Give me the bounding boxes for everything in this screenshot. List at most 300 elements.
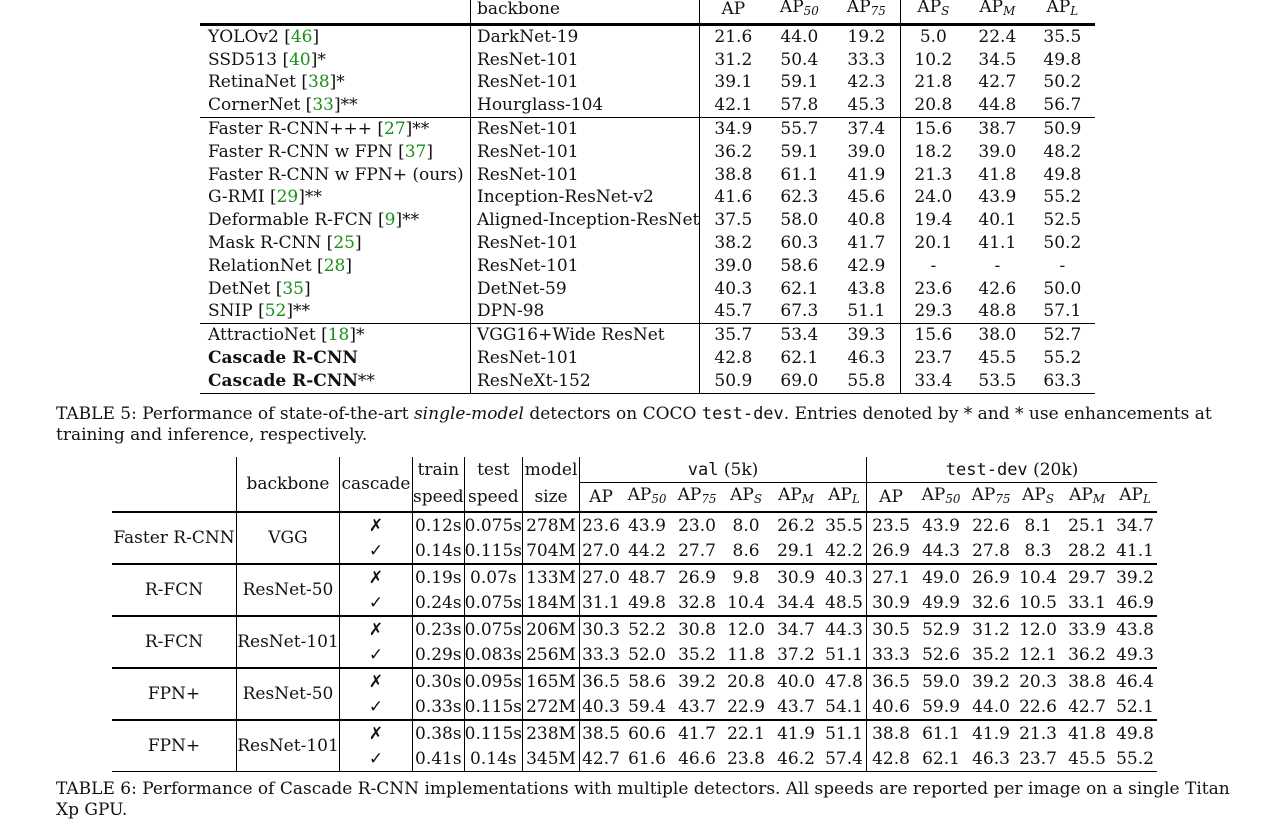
- aps-cell: 29.3: [901, 300, 966, 323]
- table-row: [200, 370, 1095, 393]
- cascade-mark: ✗: [340, 616, 413, 642]
- testdev-metric-cell: 52.6: [922, 644, 960, 665]
- detector-cell: R-FCN: [112, 616, 237, 668]
- ap-cell: 21.6: [700, 24, 767, 48]
- val-metric-cell: 39.2: [672, 668, 722, 694]
- col-header-ap: AP: [700, 0, 767, 24]
- col-header-apl: $AP_L$: [1029, 0, 1095, 24]
- apm-cell: 48.8: [978, 301, 1017, 322]
- testdev-metric-cell: 22.6: [1019, 696, 1057, 717]
- testdev-metric-cell: 10.4: [1015, 564, 1061, 590]
- method-name-cell: AttractioNet [18]*: [200, 324, 471, 347]
- table-row: [200, 232, 1095, 255]
- val-metric-cell: 30.8: [672, 616, 722, 642]
- method-name-cell: G-RMI [29]**: [208, 187, 322, 208]
- citation-link[interactable]: 33: [312, 95, 334, 116]
- test-speed-cell: 0.115s: [464, 694, 522, 720]
- ap50-cell: 62.3: [780, 187, 819, 208]
- ap-cell: 38.8: [700, 164, 767, 187]
- testdev-metric-cell: 34.7: [1113, 512, 1157, 538]
- table-6: [112, 457, 1157, 772]
- detector-cell: Faster R-CNN: [112, 512, 237, 564]
- col-header-val: val (5k): [580, 457, 867, 483]
- val-metric-cell: 40.0: [770, 668, 822, 694]
- ap-cell: 40.3: [700, 278, 767, 301]
- col-header-backbone: backbone: [237, 457, 340, 512]
- apl-cell: 50.2: [1043, 232, 1082, 253]
- col-header-model-size: size: [523, 483, 580, 513]
- val-metric-cell: 49.8: [628, 592, 666, 613]
- backbone-cell: ResNet-101: [237, 616, 340, 668]
- train-speed-cell: 0.19s: [413, 564, 465, 590]
- apl-cell: 63.3: [1029, 370, 1095, 393]
- ap75-cell: 41.9: [847, 164, 886, 185]
- cascade-mark: ✗: [340, 720, 413, 746]
- backbone-cell: ResNet-101: [471, 141, 700, 164]
- table-row: [200, 255, 1095, 278]
- val-metric-cell: 43.7: [678, 696, 716, 717]
- ap75-cell: 43.8: [847, 278, 886, 299]
- aps-cell: 5.0: [901, 24, 966, 48]
- testdev-metric-cell: 38.8: [867, 720, 916, 746]
- col-header-val-apl: $AP_L$: [828, 485, 860, 506]
- col-header-train: train: [413, 457, 465, 483]
- cascade-mark: ✓: [340, 590, 413, 616]
- col-header-td-apm: $AP_M$: [1069, 485, 1105, 506]
- citation-link[interactable]: 18: [327, 325, 350, 346]
- detector-cell: FPN+: [112, 720, 237, 772]
- table6-caption: TABLE 6: Performance of Cascade R-CNN implementations with multiple detectors. All speeds are reported per image on a single Titan Xp GPU.: [56, 779, 1230, 820]
- col-header-val-ap: AP: [580, 483, 623, 513]
- ap-cell: 39.1: [700, 71, 767, 94]
- testdev-metric-cell: 21.3: [1015, 720, 1061, 746]
- table6-body: [112, 512, 1157, 772]
- ap50-cell: 58.6: [780, 255, 819, 276]
- col-header-cascade: cascade: [340, 457, 413, 512]
- col-header-val-aps: $AP_S$: [730, 485, 762, 506]
- testdev-metric-cell: 41.8: [1061, 720, 1113, 746]
- aps-cell: -: [901, 255, 966, 278]
- ap75-cell: 42.3: [847, 72, 886, 93]
- col-header-td-ap75: $AP_{75}$: [971, 485, 1011, 506]
- ap75-cell: 45.6: [847, 187, 886, 208]
- model-size-cell: 256M: [523, 642, 580, 668]
- ap75-cell: 19.2: [847, 26, 886, 47]
- val-metric-cell: 59.4: [628, 696, 666, 717]
- backbone-cell: DetNet-59: [471, 278, 700, 301]
- apm-cell: 41.8: [978, 164, 1017, 185]
- val-metric-cell: 8.0: [722, 512, 770, 538]
- val-metric-cell: 61.6: [622, 746, 672, 772]
- apm-cell: -: [994, 255, 1001, 276]
- val-metric-cell: 30.9: [770, 564, 822, 590]
- testdev-metric-cell: 36.2: [1068, 644, 1106, 665]
- ap-cell: 38.2: [700, 232, 767, 255]
- apm-cell: 34.5: [978, 49, 1017, 70]
- val-metric-cell: 23.8: [722, 746, 770, 772]
- val-metric-cell: 41.7: [672, 720, 722, 746]
- table-row: [200, 71, 1095, 94]
- citation-link[interactable]: 29: [276, 187, 299, 208]
- citation-link[interactable]: 35: [282, 278, 304, 299]
- table-row: [200, 324, 1095, 347]
- ap75-cell: 39.3: [832, 324, 901, 347]
- testdev-metric-cell: 32.6: [972, 592, 1010, 613]
- train-speed-cell: 0.12s: [413, 512, 465, 538]
- col-header-aps: $AP_S$: [901, 0, 966, 24]
- testdev-metric-cell: 26.9: [967, 564, 1015, 590]
- method-name-cell: SNIP [52]**: [208, 301, 310, 322]
- ap-cell: 41.6: [700, 186, 767, 209]
- col-header-train-speed: speed: [413, 483, 465, 513]
- testdev-metric-cell: 49.9: [922, 592, 960, 613]
- val-metric-cell: 44.3: [822, 616, 867, 642]
- val-metric-cell: 51.1: [825, 644, 863, 665]
- test-speed-cell: 0.095s: [464, 668, 522, 694]
- apm-cell: 39.0: [978, 141, 1017, 162]
- ap50-cell: 60.3: [780, 232, 819, 253]
- train-speed-cell: 0.41s: [413, 746, 465, 772]
- ap50-cell: 62.1: [780, 347, 819, 368]
- apm-cell: 42.6: [978, 278, 1017, 299]
- apl-cell: 49.8: [1043, 49, 1082, 70]
- train-speed-cell: 0.30s: [413, 668, 465, 694]
- train-speed-cell: 0.33s: [413, 694, 465, 720]
- apm-cell: 43.9: [978, 187, 1017, 208]
- table-row: [200, 141, 1095, 164]
- ap-cell: 37.5: [700, 209, 767, 232]
- table-row: [200, 300, 1095, 323]
- apl-cell: 50.0: [1043, 278, 1082, 299]
- backbone-cell: ResNet-50: [237, 668, 340, 720]
- apm-cell: 22.4: [978, 26, 1017, 47]
- val-metric-cell: 35.2: [678, 644, 716, 665]
- table-row: [200, 186, 1095, 209]
- apl-cell: 35.5: [1043, 26, 1082, 47]
- testdev-metric-cell: 41.9: [967, 720, 1015, 746]
- cascade-mark: ✓: [340, 746, 413, 772]
- aps-cell: 15.6: [901, 324, 966, 347]
- citation-link[interactable]: 9: [384, 210, 396, 231]
- testdev-metric-cell: 10.5: [1019, 592, 1057, 613]
- apl-cell: 52.7: [1029, 324, 1095, 347]
- ap75-cell: 33.3: [847, 49, 886, 70]
- testdev-metric-cell: 30.9: [867, 590, 916, 616]
- test-speed-cell: 0.14s: [464, 746, 522, 772]
- ap50-cell: 59.1: [780, 141, 819, 162]
- val-metric-cell: 34.4: [777, 592, 815, 613]
- table5-header-row: [200, 0, 1095, 24]
- detector-cell: FPN+: [112, 668, 237, 720]
- ap50-cell: 58.0: [780, 210, 819, 231]
- backbone-cell: VGG16+Wide ResNet: [471, 324, 700, 347]
- method-name-cell: SSD513 [40]*: [208, 49, 326, 70]
- col-header-ap50: $AP_{50}$: [766, 0, 832, 24]
- val-metric-cell: 47.8: [822, 668, 867, 694]
- aps-cell: 15.6: [901, 117, 966, 140]
- val-metric-cell: 27.7: [678, 540, 716, 561]
- table-row: [112, 616, 1157, 642]
- val-metric-cell: 30.3: [580, 616, 623, 642]
- testdev-metric-cell: 33.9: [1061, 616, 1113, 642]
- col-header-val-ap75: $AP_{75}$: [677, 485, 717, 506]
- method-name-cell: DetNet [35]: [208, 278, 311, 299]
- val-metric-cell: 29.1: [777, 540, 815, 561]
- ap-cell: 31.2: [700, 49, 767, 72]
- detector-cell: R-FCN: [112, 564, 237, 616]
- testdev-metric-cell: 44.0: [972, 696, 1010, 717]
- val-metric-cell: 27.0: [580, 564, 623, 590]
- testdev-metric-cell: 49.8: [1113, 720, 1157, 746]
- testdev-metric-cell: 23.5: [867, 512, 916, 538]
- testdev-metric-cell: 52.9: [915, 616, 967, 642]
- val-metric-cell: 46.6: [672, 746, 722, 772]
- model-size-cell: 184M: [523, 590, 580, 616]
- testdev-metric-cell: 12.1: [1019, 644, 1057, 665]
- testdev-metric-cell: 52.1: [1116, 696, 1154, 717]
- testdev-metric-cell: 55.2: [1113, 746, 1157, 772]
- col-header-test-speed: speed: [464, 483, 522, 513]
- testdev-metric-cell: 20.3: [1015, 668, 1061, 694]
- cascade-mark: ✓: [340, 538, 413, 564]
- citation-link[interactable]: 46: [290, 26, 313, 47]
- train-speed-cell: 0.38s: [413, 720, 465, 746]
- col-header-ap75: $AP_{75}$: [832, 0, 901, 24]
- val-metric-cell: 42.7: [580, 746, 623, 772]
- table-row: [200, 347, 1095, 370]
- ap-cell: 35.7: [700, 324, 767, 347]
- table5-body: [200, 24, 1095, 393]
- citation-link[interactable]: 52: [264, 301, 287, 322]
- method-name-cell: Faster R-CNN+++ [27]**: [200, 117, 471, 140]
- backbone-cell: ResNeXt-152: [471, 370, 700, 393]
- method-name-cell: Cascade R-CNN: [208, 347, 358, 368]
- ap50-cell: 69.0: [766, 370, 832, 393]
- val-metric-cell: 48.5: [825, 592, 863, 613]
- ap75-cell: 51.1: [847, 301, 886, 322]
- testdev-metric-cell: 8.1: [1015, 512, 1061, 538]
- citation-link[interactable]: 40: [289, 49, 311, 70]
- val-metric-cell: 32.8: [678, 592, 716, 613]
- ap50-cell: 44.0: [780, 26, 819, 47]
- model-size-cell: 704M: [523, 538, 580, 564]
- testdev-metric-cell: 41.1: [1116, 540, 1154, 561]
- apl-cell: 56.7: [1043, 95, 1082, 116]
- col-header-td-ap50: $AP_{50}$: [921, 485, 961, 506]
- testdev-metric-cell: 43.8: [1113, 616, 1157, 642]
- testdev-metric-cell: 8.3: [1024, 540, 1052, 561]
- apm-cell: 38.7: [965, 117, 1029, 140]
- table-row: [200, 49, 1095, 72]
- val-metric-cell: 41.9: [770, 720, 822, 746]
- table6-header-row-1: [112, 457, 1157, 483]
- testdev-metric-cell: 59.0: [915, 668, 967, 694]
- testdev-metric-cell: 31.2: [967, 616, 1015, 642]
- val-metric-cell: 23.6: [580, 512, 623, 538]
- testdev-metric-cell: 29.7: [1061, 564, 1113, 590]
- table-row: [200, 24, 1095, 48]
- testdev-metric-cell: 43.9: [915, 512, 967, 538]
- method-name-cell: Cascade R-CNN**: [200, 370, 471, 393]
- test-speed-cell: 0.115s: [464, 720, 522, 746]
- val-metric-cell: 36.5: [580, 668, 623, 694]
- val-metric-cell: 11.8: [727, 644, 765, 665]
- col-header-backbone: backbone: [471, 0, 700, 24]
- ap75-cell: 37.4: [832, 117, 901, 140]
- testdev-metric-cell: 42.8: [867, 746, 916, 772]
- method-name-cell: Faster R-CNN w FPN+ (ours): [208, 164, 464, 185]
- val-metric-cell: 43.9: [622, 512, 672, 538]
- val-metric-cell: 52.2: [622, 616, 672, 642]
- aps-cell: 19.4: [901, 209, 966, 232]
- col-header-td-ap: AP: [867, 483, 916, 513]
- test-speed-cell: 0.07s: [464, 564, 522, 590]
- val-metric-cell: 44.2: [628, 540, 666, 561]
- apl-cell: 49.8: [1043, 164, 1082, 185]
- val-metric-cell: 8.6: [732, 540, 760, 561]
- cascade-mark: ✗: [340, 564, 413, 590]
- val-metric-cell: 40.3: [580, 694, 623, 720]
- ap-cell: 34.9: [700, 117, 767, 140]
- apm-cell: 42.7: [978, 72, 1017, 93]
- ap50-cell: 61.1: [780, 164, 819, 185]
- testdev-metric-cell: 49.0: [915, 564, 967, 590]
- backbone-cell: ResNet-101: [471, 49, 700, 72]
- testdev-metric-cell: 33.1: [1068, 592, 1106, 613]
- table-5: [200, 0, 1095, 394]
- ap50-cell: 59.1: [780, 72, 819, 93]
- val-metric-cell: 40.3: [822, 564, 867, 590]
- model-size-cell: 206M: [523, 616, 580, 642]
- table-row: [200, 164, 1095, 187]
- backbone-cell: Aligned-Inception-ResNet: [471, 209, 700, 232]
- val-metric-cell: 42.2: [825, 540, 863, 561]
- val-metric-cell: 52.0: [628, 644, 666, 665]
- testdev-metric-cell: 26.9: [867, 538, 916, 564]
- apl-cell: 52.5: [1043, 210, 1082, 231]
- method-name-cell: CornerNet [33]**: [208, 95, 358, 116]
- val-metric-cell: 60.6: [622, 720, 672, 746]
- ap-cell: 42.1: [700, 94, 767, 117]
- val-metric-cell: 9.8: [722, 564, 770, 590]
- apm-cell: 53.5: [965, 370, 1029, 393]
- test-speed-cell: 0.075s: [464, 616, 522, 642]
- apl-cell: 48.2: [1043, 141, 1082, 162]
- table-row: [200, 278, 1095, 301]
- ap50-cell: 62.1: [780, 278, 819, 299]
- backbone-cell: ResNet-50: [237, 564, 340, 616]
- aps-cell: 20.1: [901, 232, 966, 255]
- apl-cell: -: [1059, 255, 1066, 276]
- backbone-cell: ResNet-101: [471, 117, 700, 140]
- backbone-cell: ResNet-101: [471, 255, 700, 278]
- train-speed-cell: 0.14s: [413, 538, 465, 564]
- ap-cell: 50.9: [700, 370, 767, 393]
- test-speed-cell: 0.115s: [464, 538, 522, 564]
- backbone-cell: Inception-ResNet-v2: [471, 186, 700, 209]
- val-metric-cell: 48.7: [622, 564, 672, 590]
- col-header-testdev: test-dev (20k): [867, 457, 1158, 483]
- test-speed-cell: 0.075s: [464, 590, 522, 616]
- ap50-cell: 57.8: [780, 95, 819, 116]
- citation-link[interactable]: 37: [404, 141, 427, 162]
- testdev-metric-cell: 28.2: [1068, 540, 1106, 561]
- apm-cell: 38.0: [965, 324, 1029, 347]
- val-metric-cell: 38.5: [580, 720, 623, 746]
- model-size-cell: 345M: [523, 746, 580, 772]
- backbone-cell: ResNet-101: [237, 720, 340, 772]
- model-size-cell: 165M: [523, 668, 580, 694]
- model-size-cell: 272M: [523, 694, 580, 720]
- val-metric-cell: 20.8: [722, 668, 770, 694]
- backbone-cell: ResNet-101: [471, 347, 700, 370]
- testdev-metric-cell: 39.2: [967, 668, 1015, 694]
- backbone-cell: ResNet-101: [471, 232, 700, 255]
- table-row: [200, 94, 1095, 117]
- testdev-metric-cell: 46.3: [967, 746, 1015, 772]
- train-speed-cell: 0.23s: [413, 616, 465, 642]
- cascade-mark: ✓: [340, 694, 413, 720]
- table-row: [112, 720, 1157, 746]
- citation-link[interactable]: 38: [308, 72, 330, 93]
- ap75-cell: 41.7: [847, 232, 886, 253]
- ap75-cell: 55.8: [832, 370, 901, 393]
- ap75-cell: 45.3: [847, 95, 886, 116]
- val-metric-cell: 43.7: [777, 696, 815, 717]
- apm-cell: 40.1: [978, 210, 1017, 231]
- backbone-cell: ResNet-101: [471, 164, 700, 187]
- backbone-cell: Hourglass-104: [471, 94, 700, 117]
- ap75-cell: 39.0: [847, 141, 886, 162]
- col-header-detector: [112, 457, 237, 512]
- citation-link[interactable]: 28: [323, 255, 346, 276]
- test-speed-cell: 0.075s: [464, 512, 522, 538]
- backbone-cell: DarkNet-19: [471, 24, 700, 48]
- aps-cell: 18.2: [901, 141, 966, 164]
- val-metric-cell: 37.2: [777, 644, 815, 665]
- val-metric-cell: 23.0: [672, 512, 722, 538]
- testdev-metric-cell: 39.2: [1113, 564, 1157, 590]
- cascade-mark: ✗: [340, 668, 413, 694]
- testdev-metric-cell: 46.4: [1113, 668, 1157, 694]
- val-metric-cell: 51.1: [822, 720, 867, 746]
- val-metric-cell: 27.0: [580, 538, 623, 564]
- backbone-cell: DPN-98: [471, 300, 700, 323]
- method-name-cell: Deformable R-FCN [9]**: [208, 210, 420, 231]
- ap75-cell: 46.3: [847, 347, 886, 368]
- ap75-cell: 42.9: [847, 255, 886, 276]
- val-metric-cell: 10.4: [727, 592, 765, 613]
- aps-cell: 23.6: [901, 278, 966, 301]
- testdev-metric-cell: 12.0: [1015, 616, 1061, 642]
- testdev-metric-cell: 61.1: [915, 720, 967, 746]
- col-header-apm: $AP_M$: [965, 0, 1029, 24]
- table-row: [200, 117, 1095, 140]
- testdev-metric-cell: 27.1: [867, 564, 916, 590]
- aps-cell: 20.8: [901, 94, 966, 117]
- table-row: [200, 209, 1095, 232]
- citation-link[interactable]: 27: [384, 118, 406, 139]
- val-metric-cell: 34.7: [770, 616, 822, 642]
- citation-link[interactable]: 25: [333, 232, 355, 253]
- aps-cell: 24.0: [901, 186, 966, 209]
- col-header-val-apm: $AP_M$: [778, 485, 814, 506]
- apm-cell: 41.1: [978, 232, 1017, 253]
- table-row: [112, 668, 1157, 694]
- testdev-metric-cell: 49.3: [1116, 644, 1154, 665]
- ap-cell: 42.8: [700, 347, 767, 370]
- ap-cell: 45.7: [700, 300, 767, 323]
